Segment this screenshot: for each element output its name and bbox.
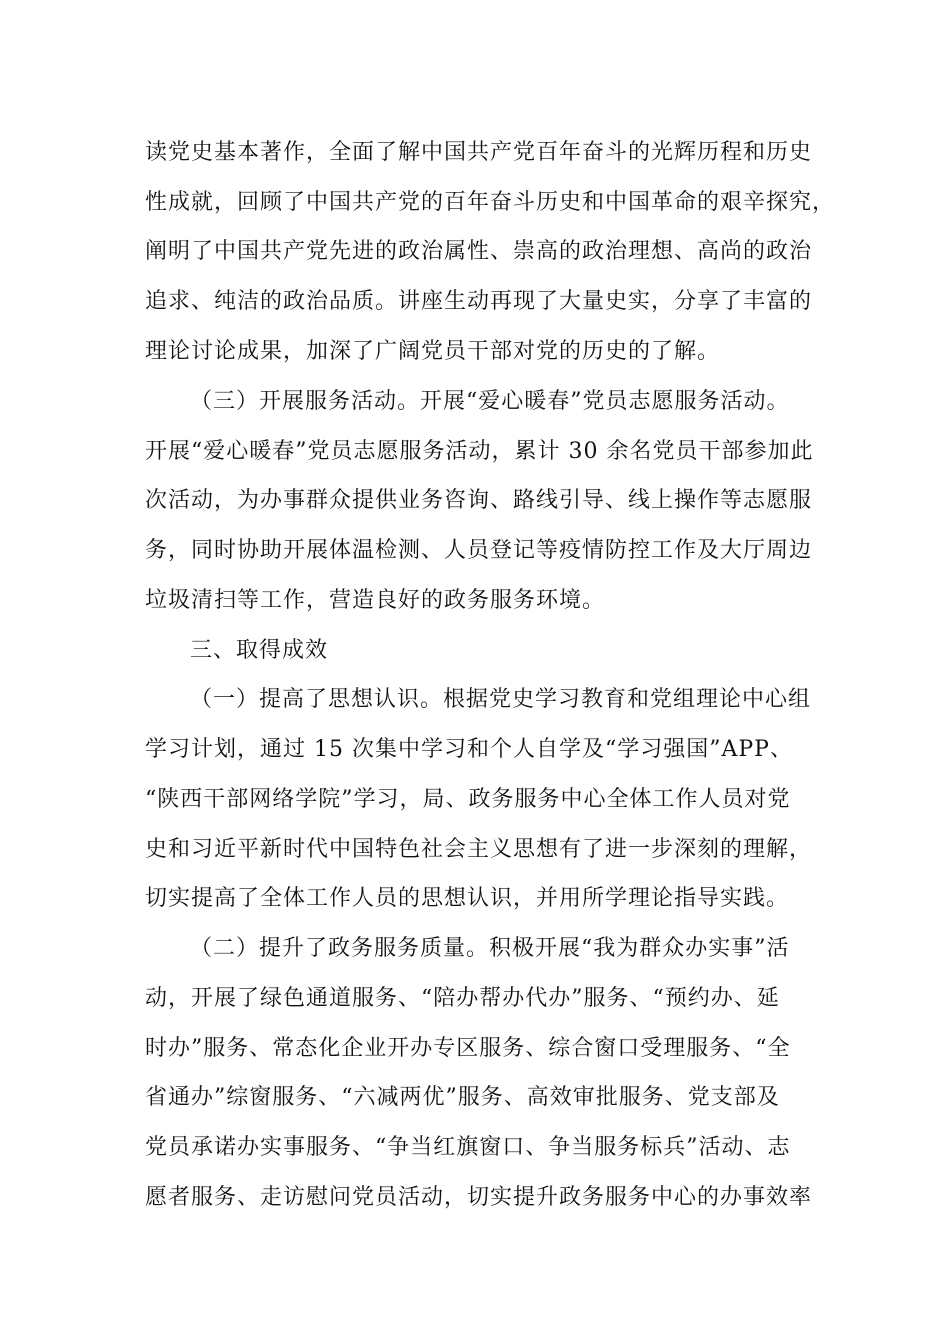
section-heading: （一）提高了思想认识。根据党史学习教育和党组理论中心组 xyxy=(190,687,812,712)
section-heading: （二）提升了政务服务质量。积极开展“我为群众办实事”活 xyxy=(190,936,790,961)
text-line: 性成就，回顾了中国共产党的百年奋斗历史和中国革命的艰辛探究， xyxy=(145,190,836,215)
text-line: 垃圾清扫等工作，营造良好的政务服务环境。 xyxy=(145,588,606,613)
text-line: 务，同时协助开展体温检测、人员登记等疫情防控工作及大厅周边 xyxy=(145,538,813,563)
text-line: 愿者服务、走访慰问党员活动，切实提升政务服务中心的办事效率 xyxy=(145,1185,813,1210)
text-line: 学习计划，通过 15 次集中学习和个人自学及“学习强国”APP、 xyxy=(145,737,793,762)
text-line: 时办”服务、常态化企业开办专区服务、综合窗口受理服务、“全 xyxy=(145,1036,791,1061)
text-line: 省通办”综窗服务、“六减两优”服务、高效审批服务、党支部及 xyxy=(145,1085,780,1110)
text-line: 开展“爱心暖春”党员志愿服务活动，累计 30 余名党员干部参加此 xyxy=(145,439,814,464)
text-line: 追求、纯洁的政治品质。讲座生动再现了大量史实，分享了丰富的 xyxy=(145,289,813,314)
text-line: 党员承诺办实事服务、“争当红旗窗口、争当服务标兵”活动、志 xyxy=(145,1135,791,1160)
text-line: “陕西干部网络学院”学习，局、政务服务中心全体工作人员对党 xyxy=(145,787,791,812)
text-line: 史和习近平新时代中国特色社会主义思想有了进一步深刻的理解， xyxy=(145,837,813,862)
section-heading: （三）开展服务活动。开展“爱心暖春”党员志愿服务活动。 xyxy=(190,389,790,414)
text-line: 读党史基本著作，全面了解中国共产党百年奋斗的光辉历程和历史 xyxy=(145,140,813,165)
text-line: 理论讨论成果，加深了广阔党员干部对党的历史的了解。 xyxy=(145,339,721,364)
chapter-heading: 三、取得成效 xyxy=(190,638,329,663)
text-line: 阐明了中国共产党先进的政治属性、崇高的政治理想、高尚的政治 xyxy=(145,239,813,264)
text-line: 次活动，为办事群众提供业务咨询、路线引导、线上操作等志愿服 xyxy=(145,488,813,513)
text-line: 动，开展了绿色通道服务、“陪办帮办代办”服务、“预约办、延 xyxy=(145,986,780,1011)
text-line: 切实提高了全体工作人员的思想认识，并用所学理论指导实践。 xyxy=(145,886,790,911)
